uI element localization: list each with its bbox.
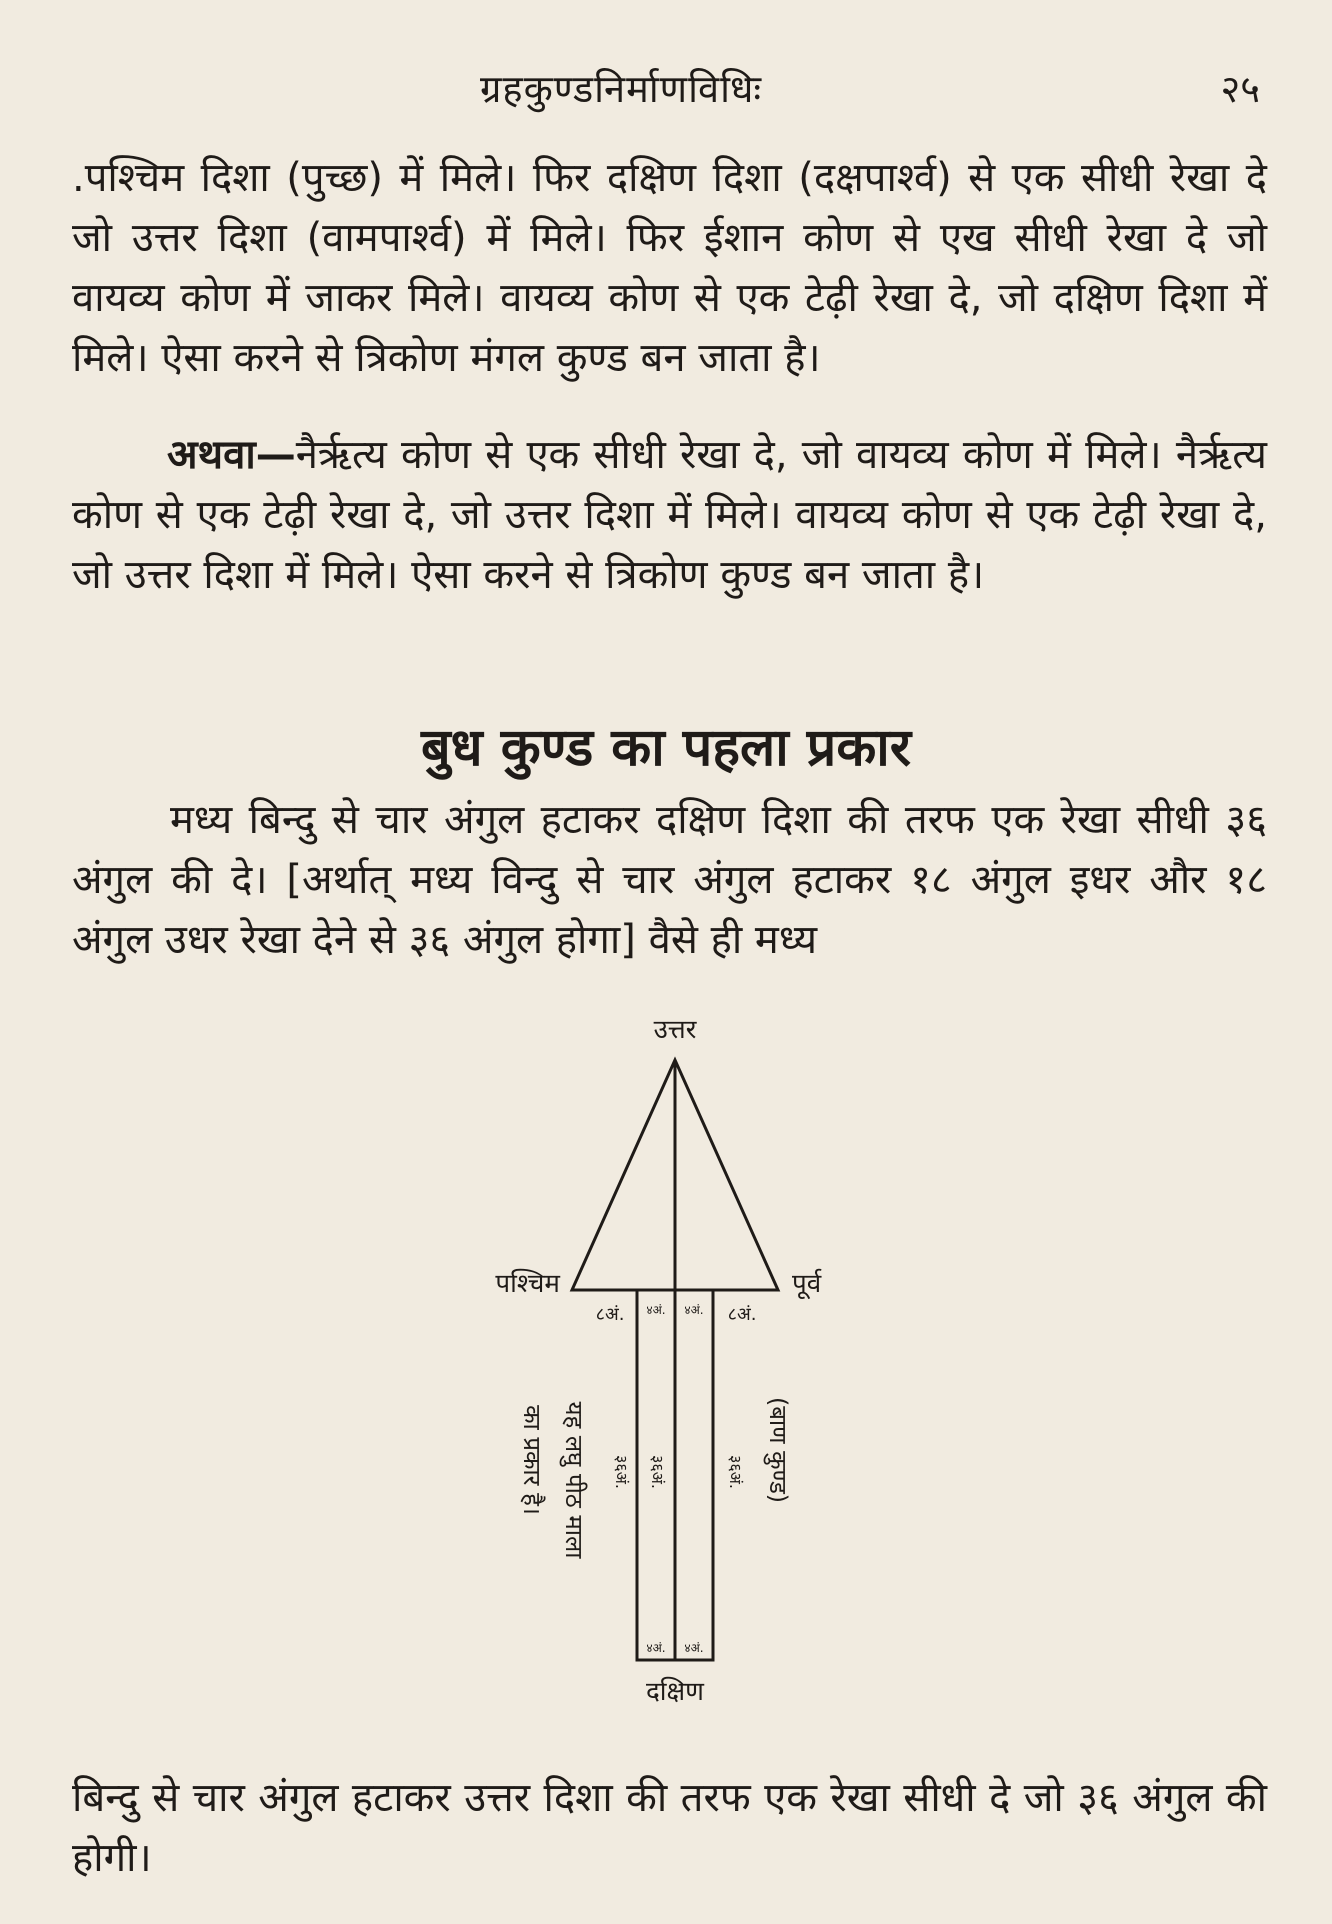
- paragraph-2-text: नैर्ऋत्य कोण से एक सीधी रेखा दे, जो वायव्य कोण में मिले। नैर्ऋत्य कोण से एक टेढ़ी रेखा दे, जो उत्तर दिशा में मिले। वायव्य कोण से एक टेढ़ी रेखा दे, जो उत्तर दिशा में मिले। ऐसा करने से त्रिकोण कुण्ड बन जाता है।: [72, 432, 1267, 598]
- page-number: २५: [1220, 67, 1260, 111]
- inner-left-measure: ४अं.: [646, 1303, 666, 1317]
- inner-right-measure: ४अं.: [684, 1303, 704, 1317]
- stem-measure-inner: ३६अं.: [648, 1455, 667, 1489]
- stem-measure-right: ३६अं.: [726, 1455, 745, 1489]
- paragraph-1: .पश्चिम दिशा (पुच्छ) में मिले। फिर दक्षिण दिशा (दक्षपार्श्व) से एक सीधी रेखा दे जो उत्तर दिशा (वामपार्श्व) में मिले। फिर ईशान कोण से एख सीधी रेखा दे जो वायव्य कोण में जाकर मिले। वायव्य कोण से एक टेढ़ी रेखा दे, जो दक्षिण दिशा में मिले। ऐसा करने से त्रिकोण मंगल कुण्ड बन जाता है।: [72, 155, 1267, 381]
- west-label: पश्चिम: [495, 1269, 560, 1299]
- right-measure: ८अं.: [727, 1304, 757, 1325]
- left-note-line-1: यह लघु पीठ माला: [560, 1401, 588, 1559]
- page-header: [0, 62, 1332, 122]
- bottom-left-measure: ४अं.: [646, 1641, 666, 1655]
- section-heading: बुध कुण्ड का पहला प्रकार: [420, 718, 912, 778]
- south-label: दक्षिण: [646, 1677, 704, 1707]
- north-label: उत्तर: [653, 1015, 697, 1045]
- paragraph-4: बिन्दु से चार अंगुल हटाकर उत्तर दिशा की तरफ एक रेखा सीधी दे जो ३६ अंगुल की होगी।: [72, 1775, 1267, 1881]
- kund-diagram: [440, 1010, 860, 1710]
- paragraph-2-lead: अथवा—: [167, 432, 296, 478]
- running-title: ग्रहकुण्डनिर्माणविधिः: [480, 67, 763, 111]
- left-note-line-2: का प्रकार है।: [518, 1405, 546, 1515]
- stem-measure-left: ३६अं.: [612, 1455, 631, 1489]
- right-note: (बाण कुण्ड): [764, 1396, 792, 1504]
- paragraph-2: [72, 425, 1267, 605]
- bottom-right-measure: ४अं.: [684, 1641, 704, 1655]
- left-measure: ८अं.: [595, 1304, 625, 1325]
- east-label: पूर्व: [792, 1269, 822, 1299]
- paragraph-3: मध्य बिन्दु से चार अंगुल हटाकर दक्षिण दिशा की तरफ एक रेखा सीधी ३६ अंगुल की दे। [अर्थात् मध्य विन्दु से चार अंगुल हटाकर १८ अंगुल इधर और १८ अंगुल उधर रेखा देने से ३६ अंगुल होगा] वैसे ही मध्य: [72, 797, 1267, 963]
